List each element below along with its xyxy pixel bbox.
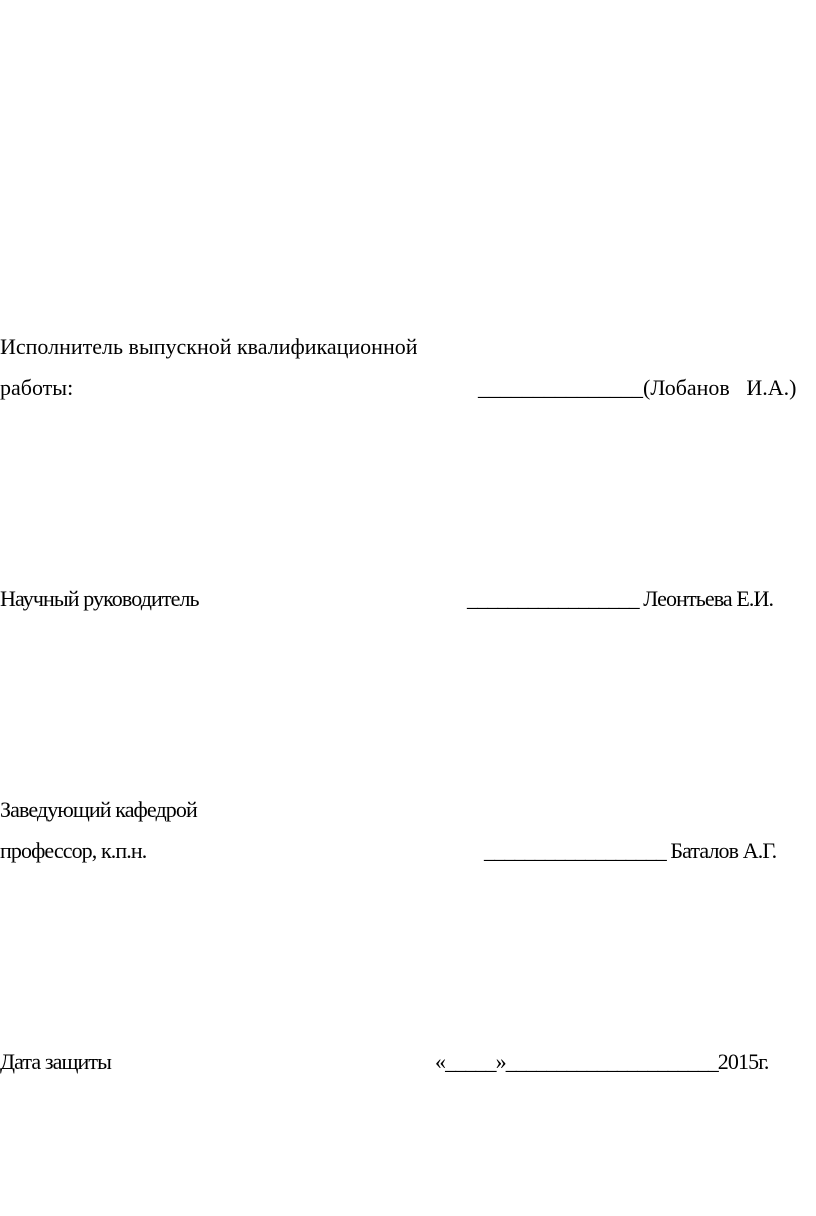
defense-label: Дата защиты xyxy=(0,1049,112,1074)
executor-signature: _______________(Лобанов И.А.) xyxy=(478,375,797,400)
head-label-line1: Заведующий кафедрой xyxy=(0,797,197,822)
executor-label-line1: Исполнитель выпускной квалификационной xyxy=(0,334,418,359)
head-label-line2: профессор, к.п.н. xyxy=(0,838,147,863)
defense-date: «_____»_____________________2015г. xyxy=(435,1049,769,1074)
supervisor-label: Научный руководитель xyxy=(0,586,199,611)
supervisor-signature: _________________ Леонтьева Е.И. xyxy=(467,586,774,611)
executor-label-line2: работы: xyxy=(0,375,74,400)
head-signature: __________________ Баталов А.Г. xyxy=(484,838,777,863)
